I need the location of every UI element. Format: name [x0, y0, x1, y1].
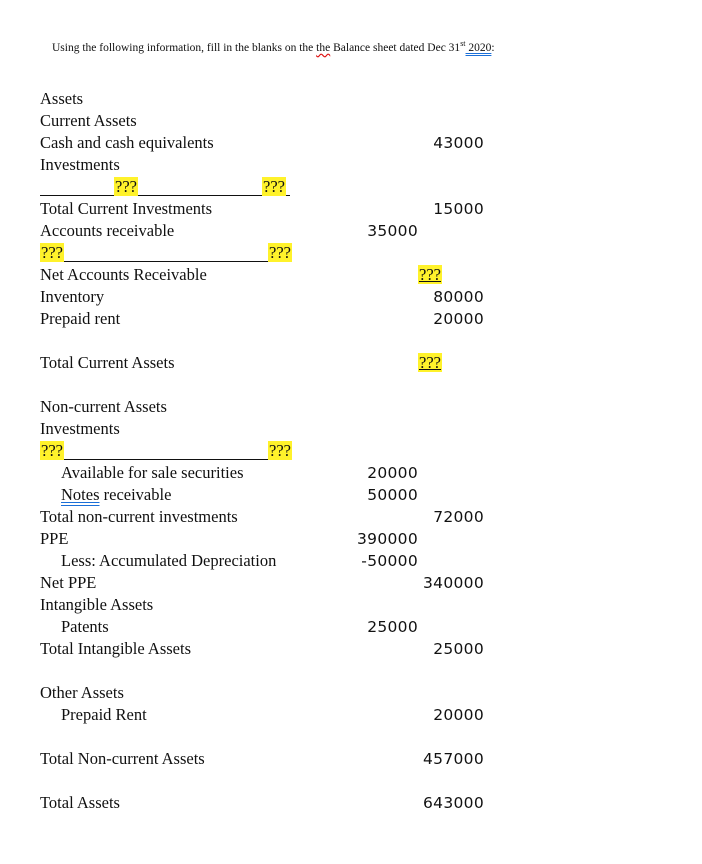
blank-line-3 [40, 459, 290, 460]
label-other-assets: Other Assets [40, 683, 124, 702]
value-accounts-receivable: 35000 [367, 222, 418, 240]
blank-highlight: ??? [269, 243, 291, 262]
blank-2-right[interactable] [268, 243, 292, 263]
label-inventory: Inventory [40, 287, 105, 306]
blank-line-2 [40, 261, 290, 262]
blank-highlight: ??? [419, 265, 441, 284]
instruction-suffix: : [491, 41, 495, 54]
value-notes: 50000 [367, 486, 418, 504]
value-ppe: 390000 [357, 530, 418, 548]
value-inventory: 80000 [433, 288, 484, 306]
label-total-assets: Total Assets [40, 793, 120, 812]
label-patents: Patents [61, 617, 109, 636]
label-accounts-receivable: Accounts receivable [40, 221, 175, 240]
label-nc-investments: Investments [40, 419, 120, 438]
value-prepaid-rent: 20000 [433, 310, 484, 328]
blank-highlight: ??? [41, 243, 63, 262]
instruction-prefix: Using the following information, fill in the blanks on the [52, 41, 317, 54]
blank-total-current-assets[interactable] [418, 353, 442, 373]
label-net-ppe: Net PPE [40, 573, 97, 592]
label-afs: Available for sale securities [61, 463, 244, 482]
label-cash: Cash and cash equivalents [40, 133, 214, 152]
value-afs: 20000 [367, 464, 418, 482]
value-net-ppe: 340000 [423, 574, 484, 592]
value-accum-dep: -50000 [361, 552, 418, 570]
label-total-nc-assets: Total Non-current Assets [40, 749, 205, 768]
blank-1-right[interactable] [262, 177, 286, 197]
value-total-intangible: 25000 [433, 640, 484, 658]
label-total-current-investments: Total Current Investments [40, 199, 213, 218]
label-total-intangible: Total Intangible Assets [40, 639, 191, 658]
value-total-current-investments: 15000 [433, 200, 484, 218]
instruction-text [52, 39, 495, 54]
blank-highlight: ??? [269, 441, 291, 460]
value-total-nc-assets: 457000 [423, 750, 484, 768]
blank-3-left[interactable] [40, 441, 64, 461]
label-notes [61, 485, 171, 505]
value-patents: 25000 [367, 618, 418, 636]
value-total-assets: 643000 [423, 794, 484, 812]
label-net-ar: Net Accounts Receivable [40, 265, 207, 284]
blank-net-ar[interactable] [418, 265, 442, 285]
label-ppe: PPE [40, 529, 69, 548]
blank-1-left[interactable] [114, 177, 138, 197]
instruction-sup: st [460, 39, 466, 48]
label-accum-dep: Less: Accumulated Depreciation [61, 551, 277, 570]
label-total-nc-investments: Total non-current investments [40, 507, 238, 526]
blank-highlight: ??? [419, 353, 441, 372]
blank-3-right[interactable] [268, 441, 292, 461]
notes-word: Notes [61, 485, 100, 504]
label-current-assets: Current Assets [40, 111, 137, 130]
label-intangible: Intangible Assets [40, 595, 154, 614]
instruction-year: 2020 [465, 41, 492, 54]
blank-highlight: ??? [41, 441, 63, 460]
notes-rest: receivable [99, 485, 172, 504]
label-assets: Assets [40, 89, 84, 108]
label-prepaid-rent: Prepaid rent [40, 309, 121, 328]
blank-line-1 [40, 195, 290, 196]
blank-2-left[interactable] [40, 243, 64, 263]
label-prepaid-rent-2: Prepaid Rent [61, 705, 147, 724]
value-cash: 43000 [433, 134, 484, 152]
value-total-nc-investments: 72000 [433, 508, 484, 526]
blank-highlight: ??? [115, 177, 137, 196]
value-prepaid-rent-2: 20000 [433, 706, 484, 724]
instruction-middle: Balance sheet dated Dec 31 [330, 41, 461, 54]
instruction-typo: the [316, 41, 331, 54]
label-investments: Investments [40, 155, 120, 174]
label-total-current-assets: Total Current Assets [40, 353, 175, 372]
label-noncurrent-assets: Non-current Assets [40, 397, 167, 416]
blank-highlight: ??? [263, 177, 285, 196]
